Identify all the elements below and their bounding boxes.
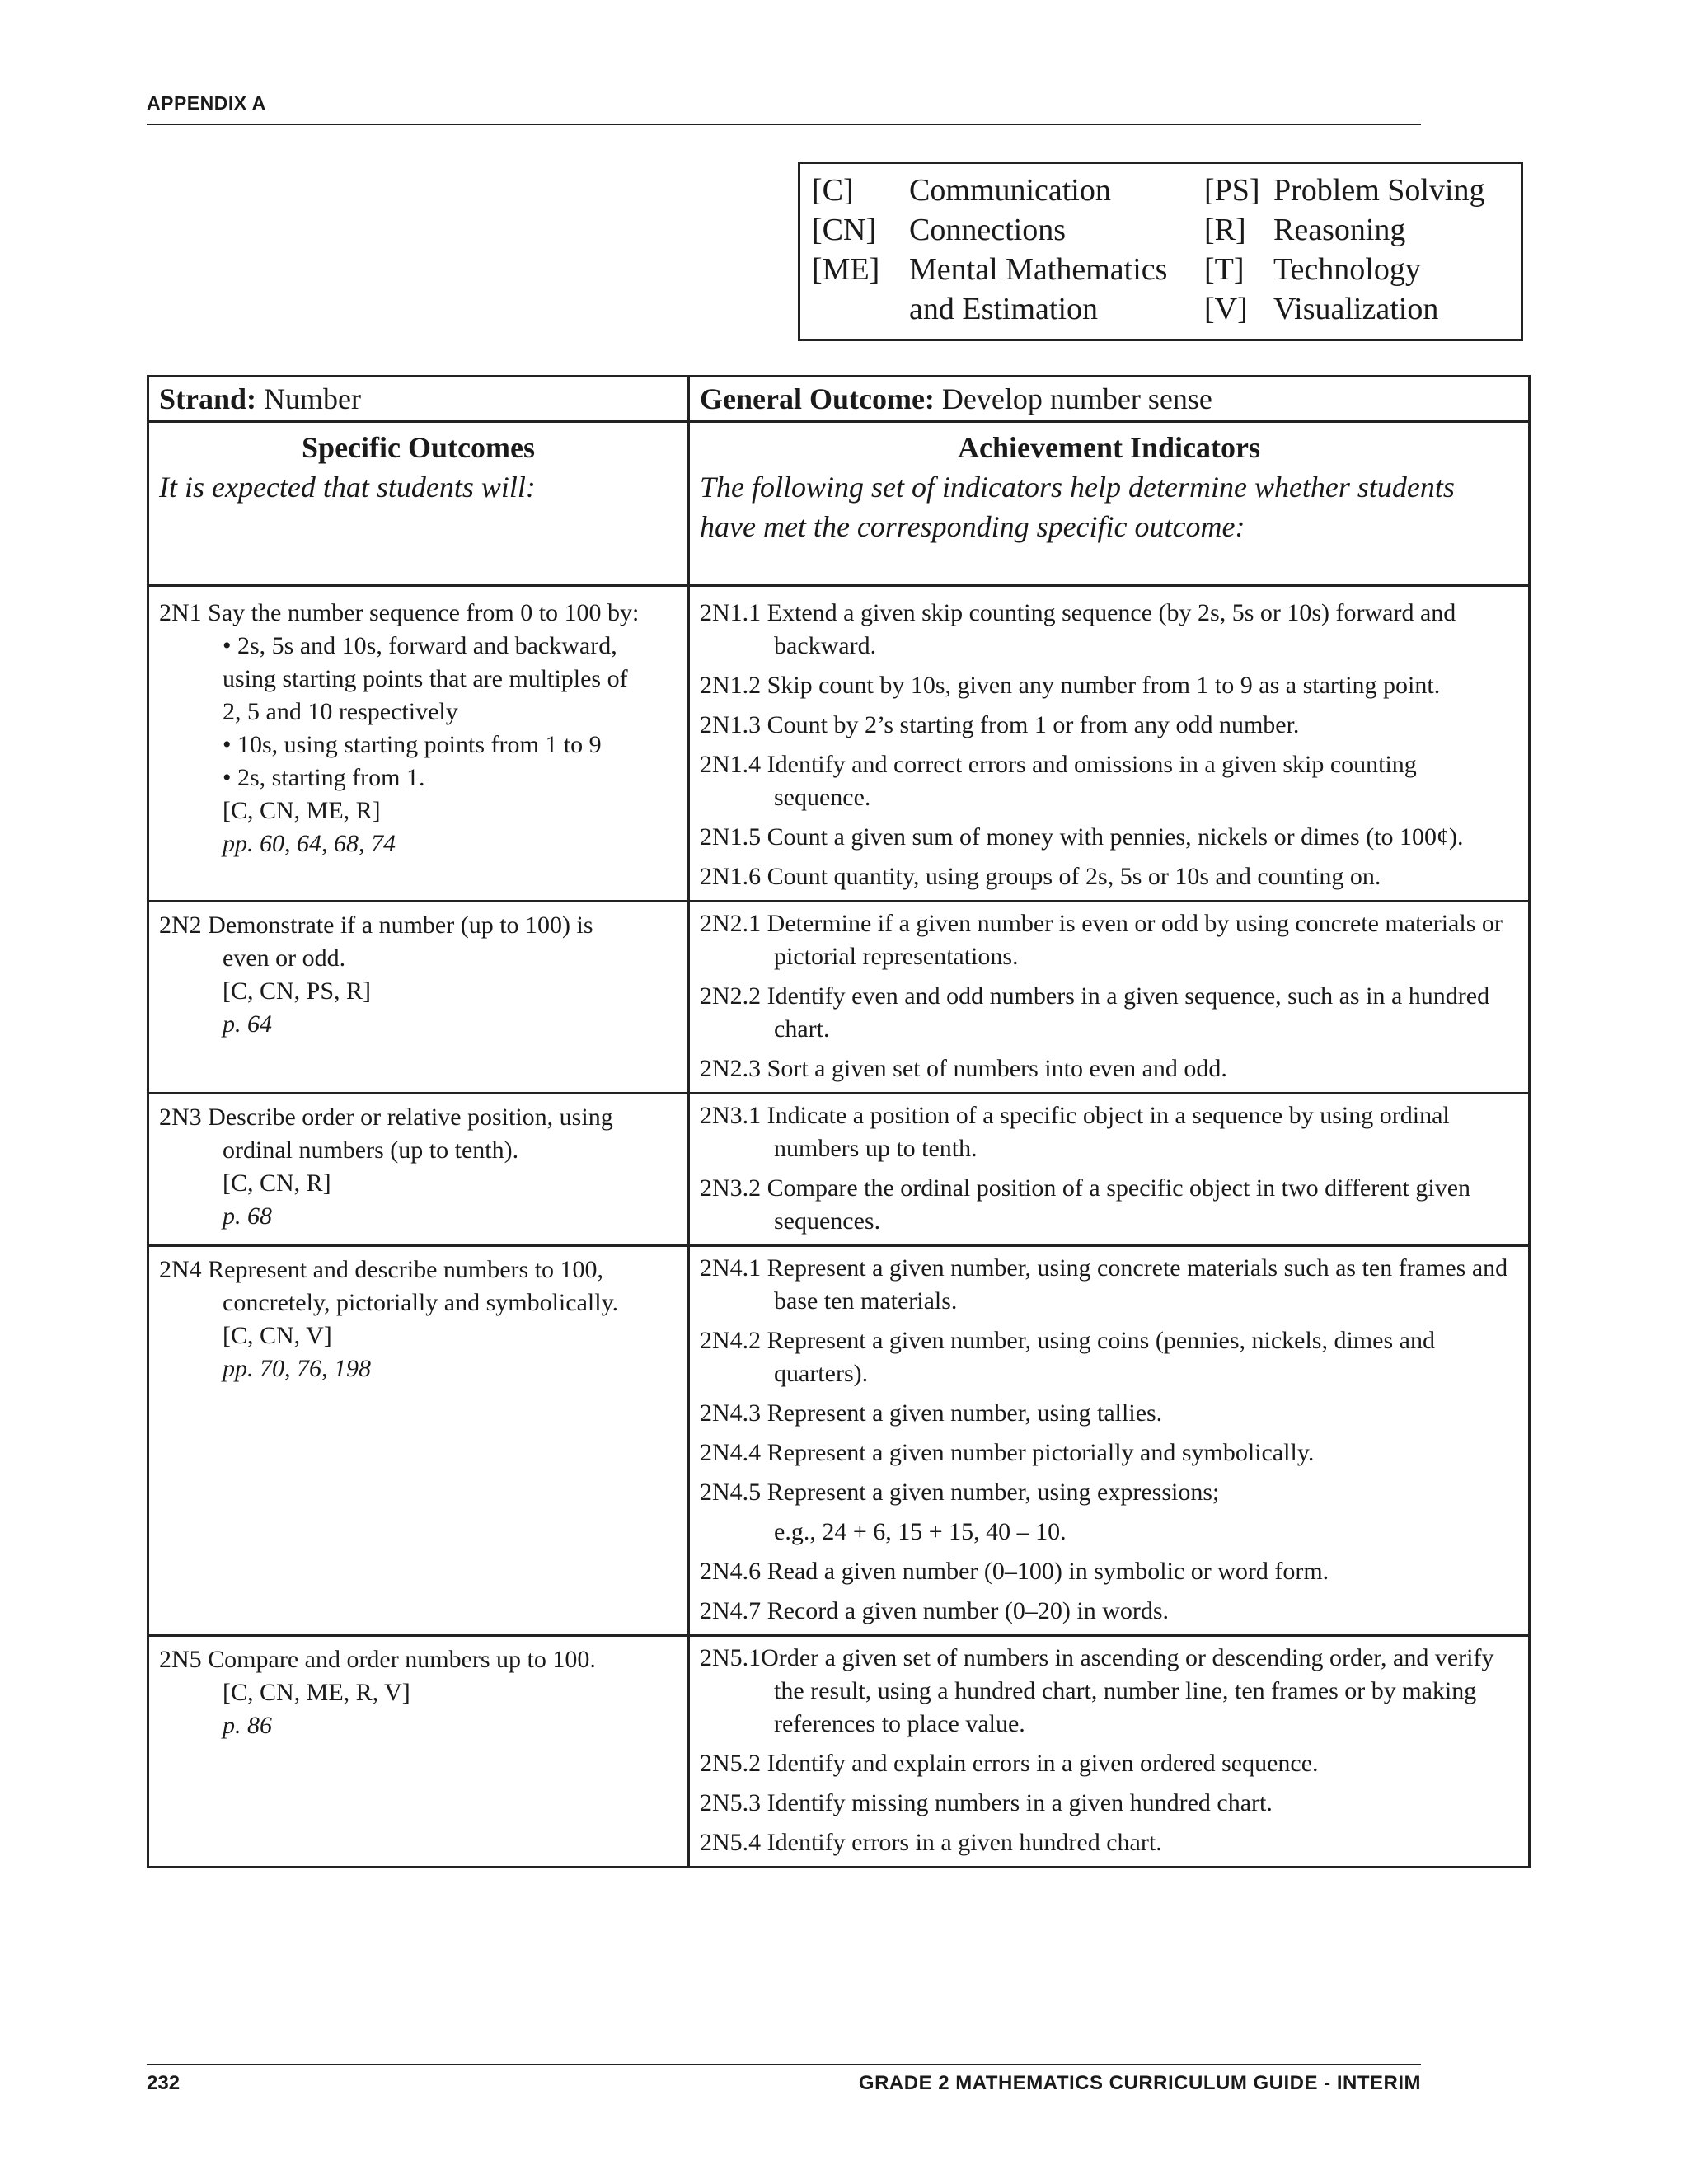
outcome-text: 2N4 Represent and describe numbers to 100, bbox=[159, 1256, 604, 1283]
indicator-cell bbox=[689, 902, 1530, 1094]
outcome-pages: p. 64 bbox=[223, 1010, 272, 1038]
outcome-pages: pp. 70, 76, 198 bbox=[223, 1355, 371, 1382]
indicator: 2N3.1 Indicate a position of a specific object in a sequence by using ordinal numbers up to tenth. bbox=[700, 1102, 1450, 1162]
outcome-line: • 2s, starting from 1. bbox=[223, 764, 425, 791]
outcome-line: concretely, pictorially and symbolically. bbox=[223, 1289, 619, 1316]
general-outcome-label: General Outcome: bbox=[700, 382, 935, 415]
indicator: 2N1.2 Skip count by 10s, given any number from 1 to 9 as a starting point. bbox=[700, 672, 1441, 699]
specific-outcomes-subtitle: It is expected that students will: bbox=[159, 471, 536, 504]
outcome-line: using starting points that are multiples of bbox=[223, 665, 628, 692]
process-legend bbox=[798, 162, 1523, 341]
general-outcome-value: Develop number sense bbox=[941, 382, 1212, 415]
legend-row bbox=[812, 171, 1521, 210]
legend-label: Connections bbox=[909, 213, 1066, 247]
outcome-text: 2N5 Compare and order numbers up to 100. bbox=[159, 1646, 596, 1673]
legend-code: [CN] bbox=[812, 213, 877, 247]
specific-outcome-cell bbox=[148, 902, 689, 1094]
indicator-cell bbox=[689, 1094, 1530, 1246]
outcome-pages: pp. 60, 64, 68, 74 bbox=[223, 830, 396, 857]
legend-row bbox=[812, 210, 1521, 250]
page-number: 232 bbox=[147, 2072, 181, 2094]
table-row bbox=[148, 1094, 1530, 1246]
indicator: 2N5.1Order a given set of numbers in ascending or descending order, and verify the result, using a hundred chart, number line, ten frames or by making references to place value. bbox=[700, 1644, 1494, 1737]
strand-cell bbox=[148, 377, 689, 422]
outcome-pages: p. 86 bbox=[223, 1712, 272, 1739]
indicator: 2N4.7 Record a given number (0–20) in words. bbox=[700, 1597, 1170, 1624]
indicator: 2N1.4 Identify and correct errors and omissions in a given skip counting sequence. bbox=[700, 751, 1417, 811]
indicator: 2N5.2 Identify and explain errors in a given ordered sequence. bbox=[700, 1750, 1319, 1777]
indicator-cell bbox=[689, 1636, 1530, 1868]
outcome-text: 2N1 Say the number sequence from 0 to 100 by: bbox=[159, 599, 640, 626]
outcome-line: ordinal numbers (up to tenth). bbox=[223, 1137, 519, 1164]
indicator: 2N2.2 Identify even and odd numbers in a given sequence, such as in a hundred chart. bbox=[700, 982, 1490, 1043]
legend-code: [T] bbox=[1204, 252, 1245, 287]
guide-title: GRADE 2 MATHEMATICS CURRICULUM GUIDE - INTERIM bbox=[858, 2072, 1421, 2094]
indicator: 2N4.3 Represent a given number, using tallies. bbox=[700, 1399, 1163, 1427]
legend-code: [V] bbox=[1204, 292, 1248, 326]
indicator: 2N3.2 Compare the ordinal position of a specific object in two different given sequences. bbox=[700, 1174, 1471, 1235]
legend-code: [ME] bbox=[812, 252, 880, 287]
legend-code: [PS] bbox=[1204, 173, 1260, 208]
strand-value: Number bbox=[264, 382, 361, 415]
indicator-example: e.g., 24 + 6, 15 + 15, 40 – 10. bbox=[774, 1518, 1067, 1545]
column-heading-row bbox=[148, 422, 1530, 586]
outcome-processes: [C, CN, PS, R] bbox=[223, 977, 372, 1005]
strand-row bbox=[148, 377, 1530, 422]
indicator-cell bbox=[689, 586, 1530, 902]
achievement-indicators-subtitle: have met the corresponding specific outcome: bbox=[700, 510, 1245, 543]
specific-outcome-cell bbox=[148, 1636, 689, 1868]
footer-rule bbox=[147, 2064, 1421, 2065]
legend-code bbox=[812, 289, 909, 329]
legend-code: [C] bbox=[812, 173, 854, 208]
outcome-line: • 2s, 5s and 10s, forward and backward, bbox=[223, 632, 617, 659]
outcome-processes: [C, CN, ME, R, V] bbox=[223, 1679, 410, 1706]
indicator: 2N1.5 Count a given sum of money with pennies, nickels or dimes (to 100¢). bbox=[700, 823, 1464, 851]
legend-label: and Estimation bbox=[909, 292, 1099, 326]
table-row bbox=[148, 1636, 1530, 1868]
indicator: 2N4.6 Read a given number (0–100) in symbolic or word form. bbox=[700, 1558, 1329, 1585]
outcome-processes: [C, CN, R] bbox=[223, 1169, 331, 1197]
achievement-indicators-heading bbox=[689, 422, 1530, 586]
legend-label: Mental Mathematics bbox=[909, 252, 1168, 287]
legend-row bbox=[812, 289, 1521, 329]
indicator: 2N5.3 Identify missing numbers in a given hundred chart. bbox=[700, 1789, 1273, 1816]
specific-outcome-cell bbox=[148, 1094, 689, 1246]
specific-outcome-cell bbox=[148, 586, 689, 902]
outcome-processes: [C, CN, V] bbox=[223, 1322, 332, 1349]
indicator: 2N1.6 Count quantity, using groups of 2s, 5s or 10s and counting on. bbox=[700, 863, 1381, 890]
table-row bbox=[148, 902, 1530, 1094]
indicator: 2N2.1 Determine if a given number is even or odd by using concrete materials or pictorial representations. bbox=[700, 910, 1503, 970]
specific-outcomes-heading bbox=[148, 422, 689, 586]
legend-code: [R] bbox=[1204, 213, 1246, 247]
outcome-text: 2N3 Describe order or relative position, using bbox=[159, 1104, 613, 1131]
indicator-cell bbox=[689, 1246, 1530, 1636]
legend-label: Communication bbox=[909, 173, 1111, 208]
outcomes-table bbox=[147, 375, 1531, 1868]
outcome-line: 2, 5 and 10 respectively bbox=[223, 698, 458, 725]
outcome-line: even or odd. bbox=[223, 944, 346, 972]
table-row bbox=[148, 586, 1530, 902]
specific-outcome-cell bbox=[148, 1246, 689, 1636]
achievement-indicators-subtitle: The following set of indicators help determine whether students bbox=[700, 471, 1455, 504]
outcome-pages: p. 68 bbox=[223, 1202, 272, 1230]
indicator: 2N5.4 Identify errors in a given hundred chart. bbox=[700, 1829, 1162, 1856]
indicator: 2N2.3 Sort a given set of numbers into even and odd. bbox=[700, 1055, 1227, 1082]
indicator: 2N4.4 Represent a given number pictorially and symbolically. bbox=[700, 1439, 1315, 1466]
legend-row bbox=[812, 250, 1521, 289]
outcome-text: 2N2 Demonstrate if a number (up to 100) is bbox=[159, 912, 593, 939]
general-outcome-cell bbox=[689, 377, 1530, 422]
indicator: 2N1.1 Extend a given skip counting sequence (by 2s, 5s or 10s) forward and backward. bbox=[700, 599, 1456, 659]
table-row bbox=[148, 1246, 1530, 1636]
indicator: 2N4.5 Represent a given number, using expressions; bbox=[700, 1479, 1220, 1506]
appendix-label: APPENDIX A bbox=[147, 92, 266, 114]
legend-label: Reasoning bbox=[1273, 213, 1406, 247]
header-rule bbox=[147, 124, 1421, 125]
specific-outcomes-title: Specific Outcomes bbox=[302, 431, 535, 464]
legend-label: Problem Solving bbox=[1273, 173, 1485, 208]
legend-label: Visualization bbox=[1273, 292, 1439, 326]
achievement-indicators-title: Achievement Indicators bbox=[958, 431, 1260, 464]
indicator: 2N1.3 Count by 2’s starting from 1 or from any odd number. bbox=[700, 711, 1300, 738]
strand-label: Strand: bbox=[159, 382, 257, 415]
legend-label: Technology bbox=[1273, 252, 1421, 287]
outcome-line: • 10s, using starting points from 1 to 9 bbox=[223, 731, 602, 758]
outcome-processes: [C, CN, ME, R] bbox=[223, 797, 381, 824]
indicator: 2N4.2 Represent a given number, using coins (pennies, nickels, dimes and quarters). bbox=[700, 1327, 1435, 1387]
indicator: 2N4.1 Represent a given number, using concrete materials such as ten frames and base ten materials. bbox=[700, 1254, 1508, 1315]
